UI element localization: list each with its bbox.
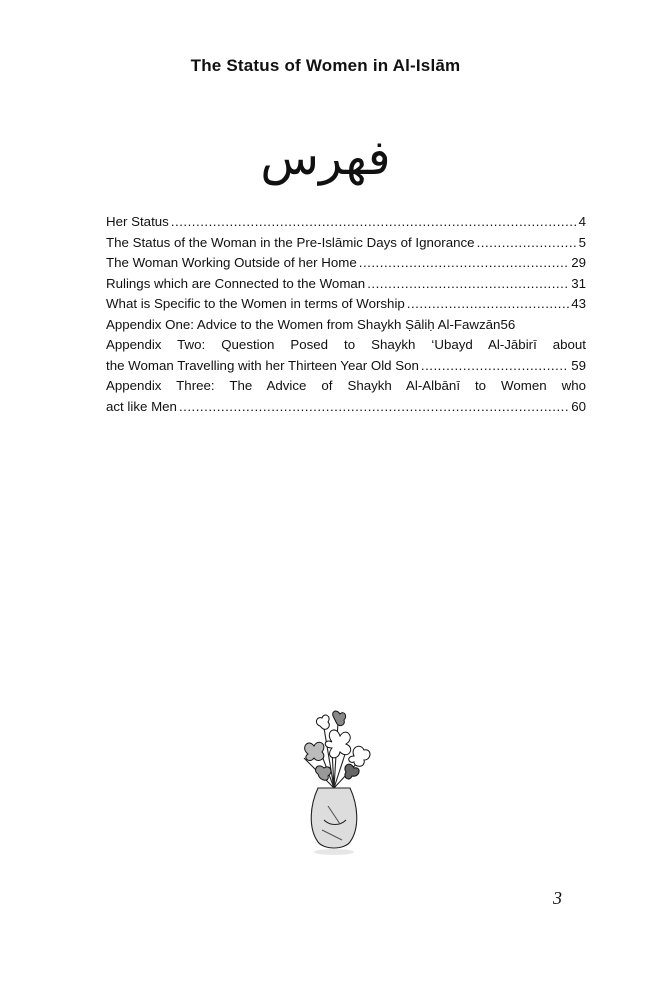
toc-entry-multiline[interactable] [106,376,586,417]
toc-leader-dots [407,294,569,315]
toc-entry-title: Rulings which are Connected to the Woman [106,275,366,291]
toc-entry-title-line2: act like Men [106,398,177,414]
table-of-contents [106,212,586,417]
toc-entry-title: The Status of the Woman in the Pre-Islāmic Days of Ignorance [106,234,475,250]
toc-entry[interactable] [106,274,586,295]
toc-leader-dots [421,356,569,377]
toc-leader-dots [367,274,569,295]
toc-leader-dots [477,233,577,254]
toc-entry-page: 4 [578,214,586,229]
toc-entry[interactable] [106,212,586,233]
toc-entry-page: 31 [571,275,586,291]
toc-leader-dots [179,397,569,418]
page-number: 3 [553,888,562,908]
toc-entry-title: Her Status [106,214,169,229]
toc-entry-title: Appendix One: Advice to the Women from Shaykh Ṣāliḥ Al-Fawzān [106,316,501,332]
toc-entry-page: 29 [571,255,586,270]
toc-entry-page: 56 [500,316,516,332]
toc-entry[interactable] [106,294,586,315]
toc-entry-title-line2: the Woman Travelling with her Thirteen Year Old Son [106,357,419,373]
arabic-index-heading: فهرس [260,130,391,186]
toc-entry[interactable] [106,253,586,274]
toc-entry-title-line1: Appendix Two: Question Posed to Shaykh ‘Ubayd Al-Jābirī about [106,337,586,352]
toc-leader-dots [359,253,569,274]
toc-entry[interactable] [106,315,586,336]
toc-entry-page: 5 [578,234,586,250]
toc-entry[interactable] [106,233,586,254]
toc-entry-title: The Woman Working Outside of her Home [106,255,357,270]
toc-entry-title: What is Specific to the Women in terms of Worship [106,296,405,311]
toc-entry-title-line1: Appendix Three: The Advice of Shaykh Al-Albānī to Women who [106,378,586,393]
toc-entry-page: 43 [571,296,586,311]
running-header: The Status of Women in Al-Islām [190,56,461,75]
toc-entry-page: 59 [571,357,586,373]
flower-vase-illustration [288,710,380,860]
toc-entry-multiline[interactable] [106,335,586,376]
toc-leader-dots [171,212,577,233]
toc-entry-page: 60 [571,398,586,414]
